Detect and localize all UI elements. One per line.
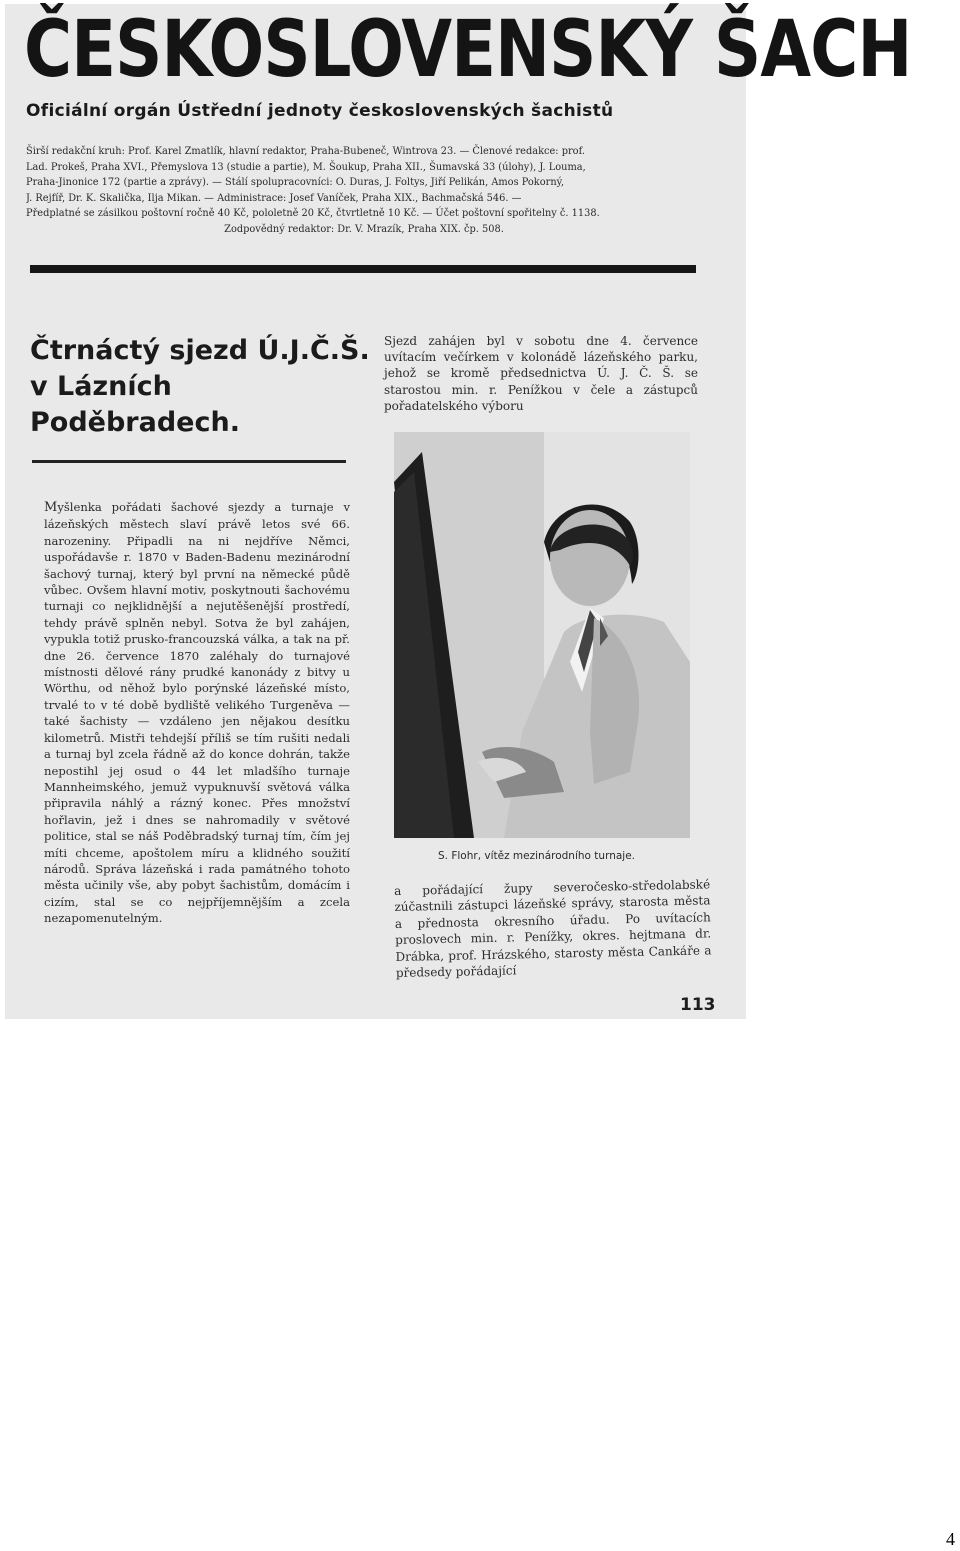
headline-divider xyxy=(32,460,346,463)
article-headline xyxy=(30,333,370,441)
article-right-column-top: Sjezd zahájen byl v sobotu dne 4. července uvítacím večírkem v kolonádě lázeňského parku, jehož se kromě předsednictva Ú. J. Č. Š. se starostou min. r. Penížkou v čele a zástupců pořadatelského výboru xyxy=(384,334,698,413)
portrait-illustration xyxy=(394,432,690,838)
photo-caption: S. Flohr, vítěz mezinárodního turnaje. xyxy=(438,850,636,862)
masthead-divider xyxy=(30,265,696,273)
editorial-imprint xyxy=(26,144,702,237)
magazine-title: ČESKOSLOVENSKÝ ŠACH xyxy=(24,5,912,95)
imprint-line: Širší redakční kruh: Prof. Karel Zmatlík, hlavní redaktor, Praha-Bubeneč, Wintrova 23. — Členové redakce: prof. xyxy=(26,146,585,157)
article-left-column: Myšlenka pořádati šachové sjezdy a turnaje v lázeňských městech slaví právě letos své 66. narozeniny. Připadli na ni nejdříve Němci, uspořádavše r. 1870 v Baden-Badenu mezinárodní šachový turnaj, který byl první na německé půdě vůbec. Ovšem hlavní motiv, poskytnouti šachovému turnaji co nejklidnější a nejutěšenější prostředí, tehdy právě splněn nebyl. Sotva že byl zahájen, vypukla totiž prusko-francouzská válka, a tak na př. dne 26. července 1870 zaléhaly do turnajové místnosti dělové rány prudké kanonády z bitvy u Wörthu, od něhož bylo porýnské lázeňské místo, trvalé to v té době bydliště velikého Turgeněva — také šachisty — vzdáleno jen nějakou desítku kilometrů. Mistři tehdejší příliš se tím rušiti nedali a turnaj byl zcela řádně až do konce dohrán, takže nepostihl jej osud o 44 let mladšího turnaje Mannheimského, jemuž vypuknuvší světová válka připravila náhlý a rázný konec. Přes množství hořlavin, jež i dnes se nahromadily v světové politice, stal se náš Poděbradský turnaj tím, čím jej míti chceme, apoštolem míru a klidného soužití národů. Správa lázeňská i rada památného tohoto města učinily vše, aby pobyt šachistům, domácím i cizím, stal se co nejpříjemnějším a zcela nezapomenutelným. xyxy=(44,500,350,926)
headline-line: v Lázních xyxy=(30,371,172,402)
responsible-editor: Zodpovědný redaktor: Dr. V. Mrazík, Praha XIX. čp. 508. xyxy=(224,223,504,235)
imprint-line: Praha-Jinonice 172 (partie a zprávy). — Stálí spolupracovníci: O. Duras, J. Foltys, Jiří Pelikán, Amos Pokorný, xyxy=(26,177,564,188)
imprint-line: Lad. Prokeš, Praha XVI., Přemyslova 13 (studie a partie), M. Šoukup, Praha XII., Šumavská 33 (úlohy), J. Louma, xyxy=(26,161,586,173)
portrait-photo xyxy=(394,432,690,838)
document-page-number: 4 xyxy=(946,1529,955,1549)
magazine-subtitle: Oficiální orgán Ústřední jednoty československých šachistů xyxy=(26,101,614,121)
headline-line: Čtrnáctý sjezd Ú.J.Č.Š. xyxy=(30,335,370,366)
magazine-page-number: 113 xyxy=(680,995,716,1015)
headline-line: Poděbradech. xyxy=(30,407,240,438)
imprint-line: Předplatné se zásilkou poštovní ročně 40 Kč, pololetně 20 Kč, čtvrtletně 10 Kč. — Účet poštovní spořitelny č. 1138. xyxy=(26,208,600,219)
imprint-line: J. Rejfíř, Dr. K. Skalička, Ilja Mikan. — Administrace: Josef Vaníček, Praha XIX., Bachmačská 546. — xyxy=(26,192,522,204)
article-right-column-bottom: a pořádající župy severočesko-středolabské zúčastnili zástupci lázeňské správy, starosta města a přednosta okresního úřadu. Po uvítacích proslovech min. r. Penížky, okres. hejtmana dr. Drábka, prof. Hrázského, starosty města Cankáře a předsedy pořádající xyxy=(394,877,712,981)
